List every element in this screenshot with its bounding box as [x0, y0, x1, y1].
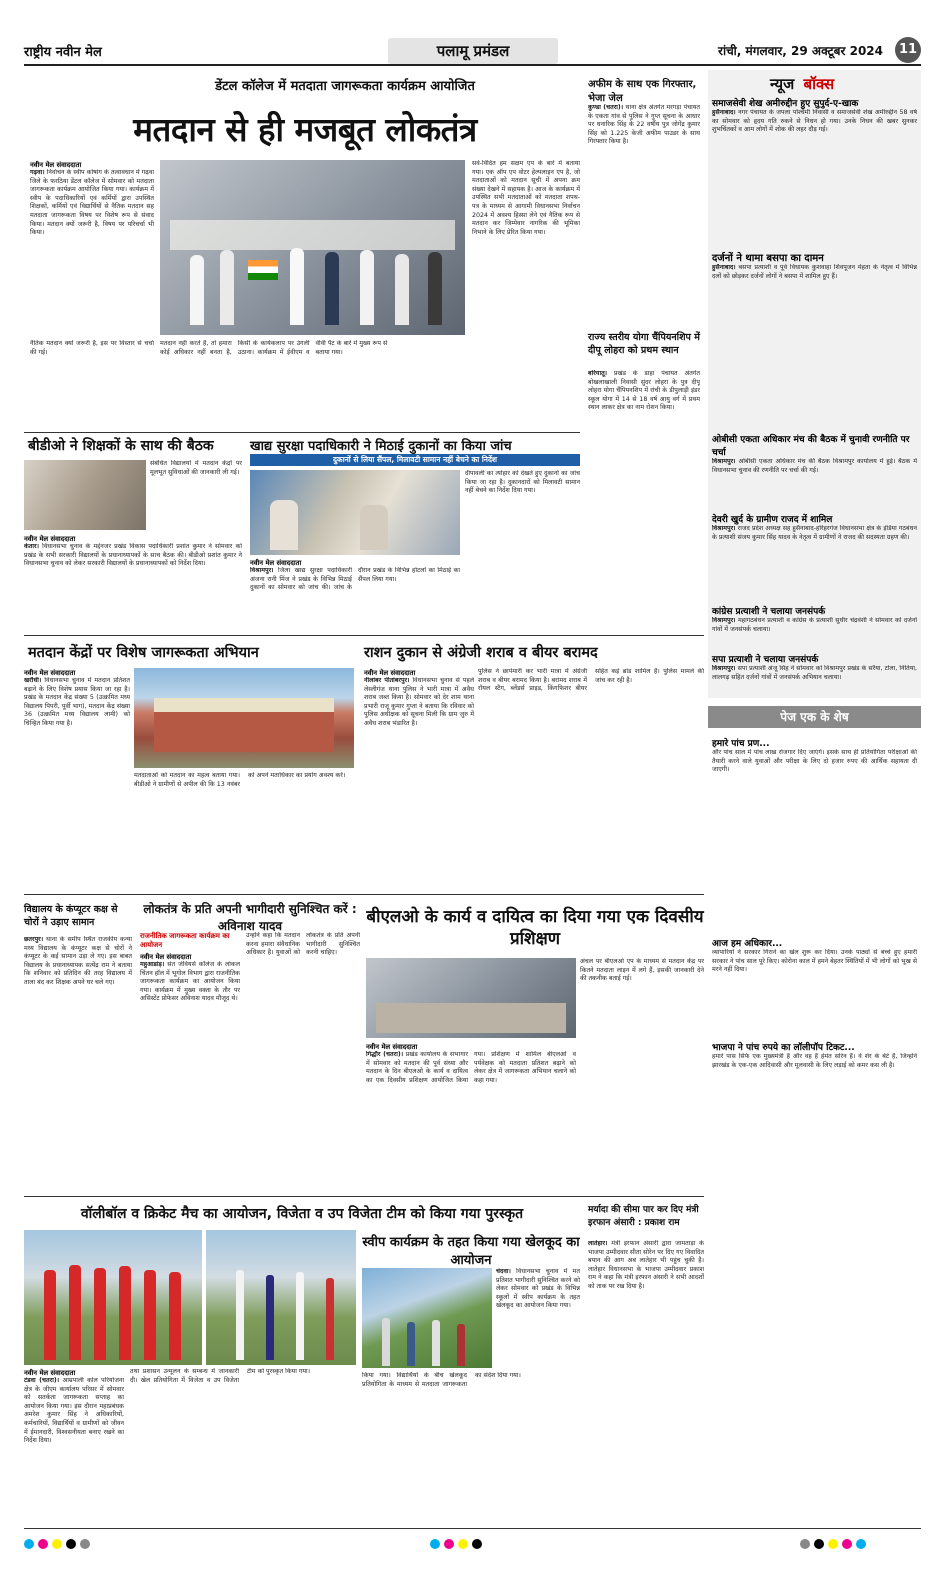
news-item-dateline: विश्रामपुर। — [712, 665, 736, 672]
liquor-dateline: नीलांबर पीतांबरपुर। — [364, 677, 410, 684]
lohardaga-dateline: लातेहार। — [588, 1240, 608, 1247]
footer-rule — [24, 1528, 921, 1529]
computer-headline: विद्यालय के कंप्यूटर कक्ष से चोरों ने उड़ाए सामान — [24, 904, 118, 928]
news-item-body: ओबीसी एकता अधिकार मंच की बैठक विश्रामपुर कार्यालय में हुई। बैठक में विधानसभा चुनाव की रणनीति पर चर्चा की गई। — [712, 458, 917, 474]
news-item-dateline: हुसैनाबाद। — [712, 109, 736, 116]
blo-body: प्रखंड कार्यालय के सभागार में सोमवार को मतदान की पूर्व संध्या और मतदान के दिन बीएलओ के कार्य व दायित्व का एक दिवसीय प्रशिक्षण आयोजित किया गया। प्रशिक्षण में शामिल बीएलओ व पर्यवेक्षक को मतदाता प्रतिशत बढ़ाने को लेकर क्षेत्र में जागरूकता अभियान चलाने को कहा गया। — [366, 1051, 576, 1084]
food-photo — [250, 470, 460, 555]
page-number: 11 — [895, 37, 921, 63]
blo-body-2: अंचल पर बीएलओ एप के माध्यम से मतदान केंद्र पर कितने मतदाता लाइन में लगे हैं, इसकी जानकारी देने की तकनीक बताई गई। — [580, 958, 704, 983]
awareness-byline: नवीन मेल संवाददाता — [24, 669, 76, 677]
sweep-headline: स्वीप कार्यक्रम के तहत किया गया खेलकूद का आयोजन — [362, 1235, 580, 1268]
sweep-body: विधानसभा चुनाव में मत प्रतिशत भागीदारी सुनिश्चित करने को लेकर सोमवार को प्रखंड के विभिन्न स्कूलों में स्वीप कार्यक्रम के तहत खेलकूद का आयोजन किया गया। — [496, 1268, 580, 1310]
rest-item-body: और पांच साल में पांच लाख रोजगार दिए जाएंगे। इसके साथ ही प्रतियोगिता परीक्षाओं की तैयारी करने वाले युवाओं और परीक्षा के लिए दो हजार रुपए की आर्थिक सहायता दी जाएगी। — [712, 749, 917, 774]
yoga-dateline: बरियातू। — [588, 370, 608, 377]
blo-headline: बीएलओ के कार्य व दायित्व का दिया गया एक दिवसीय प्रशिक्षण — [366, 907, 704, 949]
food-byline: नवीन मेल संवाददाता — [250, 559, 302, 567]
bdo-dateline: केतार। — [24, 543, 40, 550]
food-body-2: दीपावली का त्योहार को देखते हुए दुकानों का जांच किया जा रहा है। दुकानदारों को मिलावटी सामान नहीं बेचने का निर्देश दिया गया। — [465, 470, 580, 495]
computer-dateline: छतरपुर। — [24, 936, 44, 943]
news-item-body: महागठबंधन प्रत्याशी व कांग्रेस के प्रत्याशी सुधीर चंद्रवंशी ने सोमवार को दर्जनों गांवों में जनसंपर्क चलाया। — [712, 617, 917, 633]
divider — [24, 1196, 704, 1197]
rest-item-headline: हमारे पांच प्रण... — [712, 739, 770, 749]
democracy-body: संत जेवियर्स कॉलेज के लोकल चिंतन हॉल में भूगोल विभाग द्वारा राजनीतिक जागरूकता कार्यक्रम का आयोजन किया गया। कार्यक्रम में मुख्य वक्ता के तौर पर असिस्टेंट प्रोफेसर अविनाश यादव मौजूद थे। — [140, 961, 240, 1003]
democracy-byline: नवीन मेल संवाददाता — [140, 953, 192, 961]
yoga-headline: राज्य स्तरीय योगा चैंपियनशिप में दीपू लोहरा को प्रथम स्थान — [588, 332, 700, 356]
lead-column-1 — [30, 160, 154, 344]
yoga-body: प्रखंड के डाहा पंचायत अंतर्गत बोखलाखाली निवासी सुंदर लोहरा के पुत्र दीपू लोहरा योगा चैंपियनशिप में रांची के डीपुलाड़ी इंडर स्कूल योगा में 14 से 18 वर्ष आयु वर्ग में प्रथम स्थान लाकर क्षेत्र का नाम रोशन किया। — [588, 370, 700, 412]
news-box-title-b: बॉक्स — [803, 75, 835, 93]
color-bar-left — [24, 1534, 94, 1553]
news-box-item-5 — [712, 652, 917, 697]
sweep-dateline: चंदवा। — [496, 1268, 511, 1275]
bdo-byline: नवीन मेल संवाददाता — [24, 535, 76, 543]
registration-marks — [430, 1534, 486, 1553]
awareness-dateline: खरौंधी। — [24, 677, 42, 684]
lohardaga-body: मंत्री इरफान अंसारी द्वारा जामताड़ा के भाजपा उम्मीदवार सीता सोरेन पर दिए गए विवादित बयान की आग अब लातेहार भी पहुंच चुकी है। लातेहार विधानसभा के भाजपा उम्मीदवार प्रकाश राम ने कहा कि मंत्री इरफान अंसारी ने सभी आदर्शों को ताक पर रख दिया है। — [588, 1240, 704, 1290]
awareness-headline: मतदान केंद्रों पर विशेष जागरूकता अभियान — [28, 645, 259, 661]
lead-body-2: मतदान नहीं करते हैं, तो हमारा कोई अधिकार नहीं बनता है, किसी के कार्यकलाप पर उंगली उठाना। कार्यक्रम में ईवीएम व वीवी पैट के बारे में मुख्य रूप से बताया गया। — [160, 340, 388, 356]
rest-item-0 — [712, 736, 917, 937]
section-name: पलामू प्रमंडल — [388, 38, 558, 64]
bdo-body: विधानसभा चुनाव के मद्देनजर प्रखंड विकास पदाधिकारी प्रशांत कुमार ने सोमवार को प्रखंड के सभी सरकारी विद्यालयों के प्रधानाध्यापकों के साथ बैठक की। बीडीओ प्रशांत कुमार ने विधानसभा चुनाव को लेकर सरकारी विद्यालयों के प्रधानाध्यापकों को निर्देश दिया। — [24, 543, 242, 568]
computer-body: थाना के समीप स्थित राजकीय कन्या मध्य विद्यालय के कंप्यूटर कक्ष से चोरों ने कंप्यूटर के कई सामान उड़ा ले गए। इस बाबत विद्यालय के प्रधानाध्यापक सत्येंद्र राम ने बताया कि शनिवार को प्रतिदिन की तरह विद्यालय में ताला बंद कर शिक्षक अपने घर चले गए। — [24, 936, 132, 986]
news-box-title-a: न्यूज — [770, 75, 795, 93]
liquor-body: विधानसभा चुनाव से पहले लेस्लीगंज थाना पुलिस ने भारी मात्रा में अवैध शराब जब्त किया है। सोमवार को देर शाम थाना प्रभारी राजू कुमार गुप्ता ने बताया कि रविवार को पुलिस अधीक्षक को सूचना मिली कि ग्राम जुरु में अवैध शराब भंडारित है। — [364, 677, 474, 727]
rest-item-1 — [712, 936, 917, 1041]
news-item-headline: समाजसेवी शेख अमीरुद्दीन हुए सुपुर्द-ए-खाक — [712, 99, 859, 109]
food-body: जिला खाद्य सुरक्षा पदाधिकारी अंजना रानी मिंज ने प्रखंड के विभिन्न मिठाई दुकानों का सोमवार को जांच की। जांच के दौरान प्रखंड के विभिन्न होटलों का मिठाई का सैंपल लिया गया। — [250, 567, 460, 592]
masthead — [24, 36, 921, 66]
news-box-title — [770, 74, 834, 94]
bdo-body-extra: संबंधित विद्यालयों में मतदान केंद्रों पर मूलभूत सुविधाओं की जानकारी ली गई। — [150, 460, 242, 476]
food-subhead: दुकानों से लिया सैंपल, मिलावटी सामान नहीं बेचने का निर्देश — [250, 454, 580, 466]
computer-text — [24, 936, 132, 1192]
lead-dateline: गढ़वा। — [30, 169, 45, 176]
lead-photo — [160, 160, 465, 335]
rest-item-2 — [712, 1040, 917, 1529]
color-bar-right — [800, 1534, 870, 1553]
lead-kicker: डेंटल कॉलेज में मतदाता जागरूकता कार्यक्रम आयोजित — [215, 79, 475, 94]
democracy-text — [140, 952, 240, 1191]
rest-item-body: व्यापारियों ने सरकार गिराने का खेल शुरू कर दिया। उनके पाठ्यों से बच्चे हुए हमारी सरकार ने पांच साल पूरे किए। कोरोना काल में हमने बेहतर स्थितियों में भी लोगों को भूख से मरने नहीं दिया। — [712, 949, 917, 974]
news-item-headline: कांग्रेस प्रत्याशी ने चलाया जनसंपर्क — [712, 607, 826, 617]
yoga-text — [588, 370, 700, 630]
liquor-byline: नवीन मेल संवाददाता — [364, 669, 416, 677]
news-item-dateline: विश्रामपुर। — [712, 617, 736, 624]
volleyball-photo-1 — [24, 1230, 202, 1365]
news-item-dateline: हुसैनाबाद। — [712, 264, 736, 271]
liquor-text — [364, 668, 474, 897]
food-headline: खाद्य सुरक्षा पदाधिकारी ने मिठाई दुकानों का किया जांच — [250, 439, 512, 454]
paper-name: राष्ट्रीय नवीन मेल — [24, 45, 102, 60]
lead-byline: नवीन मेल संवाददाता — [30, 161, 82, 169]
news-item-body: सपा प्रत्याशी अंजू सिंह ने सोमवार को विश्रामपुर प्रखंड के सरैया, टोला, नितिया, लालगढ़ सहित दर्जनों गांवों में जनसंपर्क अभियान चलाया। — [712, 665, 917, 681]
liquor-body-2: पुलिस ने छापेमारी कर भारी मात्रा में अंग्रेजी शराब व बीयर बरामद किया है। बरामद शराब में रॉयल स्टैग, ब्लेंडर्स प्राइड, किंगफिशर बीयर सहित कई ब्रांड शामिल हैं। पुलिस मामले की जांच कर रही है। — [478, 668, 704, 693]
volleyball-byline: नवीन मेल संवाददाता — [24, 1369, 76, 1377]
news-box-item-1 — [712, 250, 917, 434]
dateline: रांची, मंगलवार, 29 अक्टूबर 2024 — [718, 44, 883, 58]
lead-body-3: सर्व-विदित हम सक्षम एप के बारे में बताया गया। एक ऑप एप वोटर हेल्पलाइन एप है, जो मतदाताओं को मतदान सूची में अपना क्रम संख्या देखने में सहायक है। आज के कार्यक्रम में उपस्थित सभी मतदाताओं को मतदाता शपथ-पत्र के माध्यम से आगामी विधानसभा निर्वाचन 2024 में अवश्य हिस्सा लेने एवं नैतिक रूप से मतदान कर जिम्मेवार नागरिक की भूमिका निभाने के लिए प्रेरित किया गया। — [472, 160, 580, 236]
news-box-item-3 — [712, 512, 917, 605]
news-box-item-4 — [712, 604, 917, 653]
news-item-body: राजद प्रदेश अध्यक्ष सह हुसैनाबाद-हरिहरगंज विधानसभा क्षेत्र के इंडिया गठबंधन के प्रत्याशी संजय कुमार सिंह यादव के नेतृत्व में ग्रामीणों ने राजद की सदस्यता ग्रहण की। — [712, 525, 917, 541]
rest-item-headline: आज हम अधिकार... — [712, 939, 783, 949]
blo-dateline: गिद्धौर (चतरा)। — [366, 1051, 404, 1058]
sweep-photo — [362, 1268, 492, 1368]
news-item-body: बसपा प्रत्याशी व पूर्व विधायक कुशवाहा शिवपूजन मेहता के नेतृत्व में विभिन्न दलों को छोड़कर दर्जनों लोगों ने बसपा में शामिल हुए हैं। — [712, 264, 917, 280]
awareness-photo — [134, 668, 354, 768]
lohardaga-text — [588, 1240, 704, 1526]
bdo-photo — [24, 460, 146, 530]
sweep-body-2: किया गया। विद्यार्थियों के बीच खेलकूद प्रतियोगिता के माध्यम से मतदाता जागरूकता का संदेश दिया गया। — [362, 1372, 521, 1388]
volleyball-dateline: टंडवा (चतरा)। — [24, 1377, 60, 1384]
lohardaga-headline: मर्यादा की सीमा पार कर दिए मंत्री इरफान अंसारी : प्रकाश राम — [588, 1205, 699, 1228]
blo-text — [366, 1042, 576, 1191]
democracy-tag: राजनीतिक जागरूकता कार्यक्रम का आयोजन — [140, 932, 230, 949]
news-box-item-2 — [712, 432, 917, 522]
news-item-body: नगर पंचायत के जपला पश्चिमी निवासी व समाजसेवी शेख अमीरुद्दीन 58 वर्ष का सोमवार को हृदय गति रुकने से निधन हो गया। उनके निधन की खबर सुनकर शुभचिंतकों व आम लोगों में शोक की लहर दौड़ गई। — [712, 109, 917, 134]
arrest-text — [588, 104, 700, 326]
lead-headline: मतदान से ही मजबूत लोकतंत्र — [133, 110, 477, 149]
rest-item-headline: भाजपा ने पांच रुपये का लॉलीपॉप टिकट... — [712, 1043, 855, 1053]
food-text — [250, 558, 460, 631]
news-box-item-0 — [712, 96, 917, 251]
news-item-dateline: विश्रामपुर। — [712, 525, 736, 532]
lead-body-1-cont: नैतिक मतदान क्यों जरूरी है, इस पर विस्तार से चर्चा की गई। — [30, 340, 154, 356]
news-item-headline: सपा प्रत्याशी ने चलाया जनसंपर्क — [712, 655, 819, 665]
awareness-body: विधानसभा चुनाव में मतदान प्रतिशत बढ़ाने के लिए विशेष प्रयास किया जा रहा है। प्रखंड के मतदान केंद्र संख्या 5 (उत्क्रमित मध्य विद्यालय पिपरी, पूर्वी भाग), मतदान केंद्र संख्या 36 (उत्क्रमित मध्य विद्यालय लामी) को चिन्हित किया गया है। — [24, 677, 130, 727]
blo-photo — [366, 958, 576, 1038]
awareness-body-2: मतदाताओं को मतदान का महत्व बताया गया। बीडीओ ने ग्रामीणों से अपील की कि 13 नवंबर को अपने मताधिकार का प्रयोग अवश्य करें। — [134, 772, 346, 788]
bdo-text — [24, 534, 242, 639]
divider — [24, 894, 704, 895]
bdo-headline: बीडीओ ने शिक्षकों के साथ की बैठक — [28, 438, 214, 454]
news-item-headline: देवरी खुर्द के ग्रामीण राजद में शामिल — [712, 515, 833, 525]
page-one-rest-title: पेज एक के शेष — [708, 706, 921, 728]
news-item-dateline: विश्रामपुर। — [712, 458, 736, 465]
democracy-headline: लोकतंत्र के प्रति अपनी भागीदारी सुनिश्चित करें : अविनाश यादव — [143, 902, 357, 933]
liquor-headline: राशन दुकान से अंग्रेजी शराब व बीयर बरामद — [364, 645, 598, 661]
blo-byline: नवीन मेल संवाददाता — [366, 1043, 418, 1051]
volleyball-text — [24, 1368, 124, 1527]
arrest-dateline: कुण्डा (चतरा)। — [588, 104, 624, 111]
awareness-text — [24, 668, 130, 897]
divider — [24, 432, 580, 433]
lead-body-1: निर्वाचन के स्वीप कोषांग के तत्वावधान में गढ़वा जिले के फरठिया डेंटल कॉलेज में सोमवार को मतदाता जागरूकता कार्यक्रम आयोजित किया गया। कार्यक्रम में स्वीप के पदाधिकारियों एवं कर्मियों द्वारा उपस्थित शिक्षकों, कर्मियों एवं विद्यार्थियों से नैतिक मतदान सह मतदाता जागरूकता विषय पर विशेष रूप से संवाद किया। मतदान क्यों जरूरी है, विषय पर परिचर्चा भी किया। — [30, 169, 154, 237]
news-item-headline: ओबीसी एकता अधिकार मंच की बैठक में चुनावी रणनीति पर चर्चा — [712, 435, 910, 458]
democracy-dateline: महुआडांड़। — [140, 961, 165, 968]
democracy-body-2: उन्होंने कहा कि मतदान करना हमारा संवैधानिक अधिकार है। युवाओं को लोकतंत्र के प्रति अपनी भागीदारी सुनिश्चित करनी चाहिए। — [246, 932, 360, 957]
volleyball-headline: वॉलीबॉल व क्रिकेट मैच का आयोजन, विजेता व उप विजेता टीम को किया गया पुरस्कृत — [80, 1206, 524, 1222]
food-dateline: विश्रामपुर। — [250, 567, 274, 574]
divider — [24, 635, 704, 636]
volleyball-body-2: तथा प्रशासन उन्मूलन के सम्बन्ध में जानकारी दी। खेल प्रतियोगिता में विजेता व उप विजेता टीम को पुरस्कृत किया गया। — [130, 1368, 311, 1384]
volleyball-body: आम्रपाली कोल परियोजना क्षेत्र के जीएम कार्यालय परिसर में सोमवार को सतर्कता जागरूकता सप्ताह का आयोजन किया गया। इस दौरान महाप्रबंधक अमरेश कुमार सिंह ने अधिकारियों, कर्मचारियों, विद्यार्थियों व ग्रामीणों को जीवन में ईमानदारी, विश्वसनीयता बनाए रखने का निर्देश दिया। — [24, 1377, 124, 1445]
sweep-text — [496, 1268, 580, 1368]
volleyball-photo-2 — [206, 1230, 356, 1365]
rest-item-body: हमारे पास सिर्फ एक मुख्यमंत्री है और वह हैं हेमंत सोरेन हैं। वे शेर के बेटे हैं, जिन्होंने झारखंड के एक-एक आदिवासी और मूलवासी के लिए लड़ाई को कमर कस ली है। — [712, 1053, 917, 1069]
arrest-body: थाना क्षेत्र अंतर्गत मरगड़ा पंचायत के एकता गांव से पुलिस ने गुप्त सूचना के आधार पर धनारिक सिंह के 22 वर्षीय पुत्र जोगेंद्र कुमार सिंह को 1.225 केजी अफीम पाउडर के साथ गिरफ्तार किया है। — [588, 104, 700, 146]
arrest-headline: अफीम के साथ एक गिरफ्तार, भेजा जेल — [588, 79, 697, 104]
news-item-headline: दर्जनों ने थामा बसपा का दामन — [712, 253, 824, 264]
